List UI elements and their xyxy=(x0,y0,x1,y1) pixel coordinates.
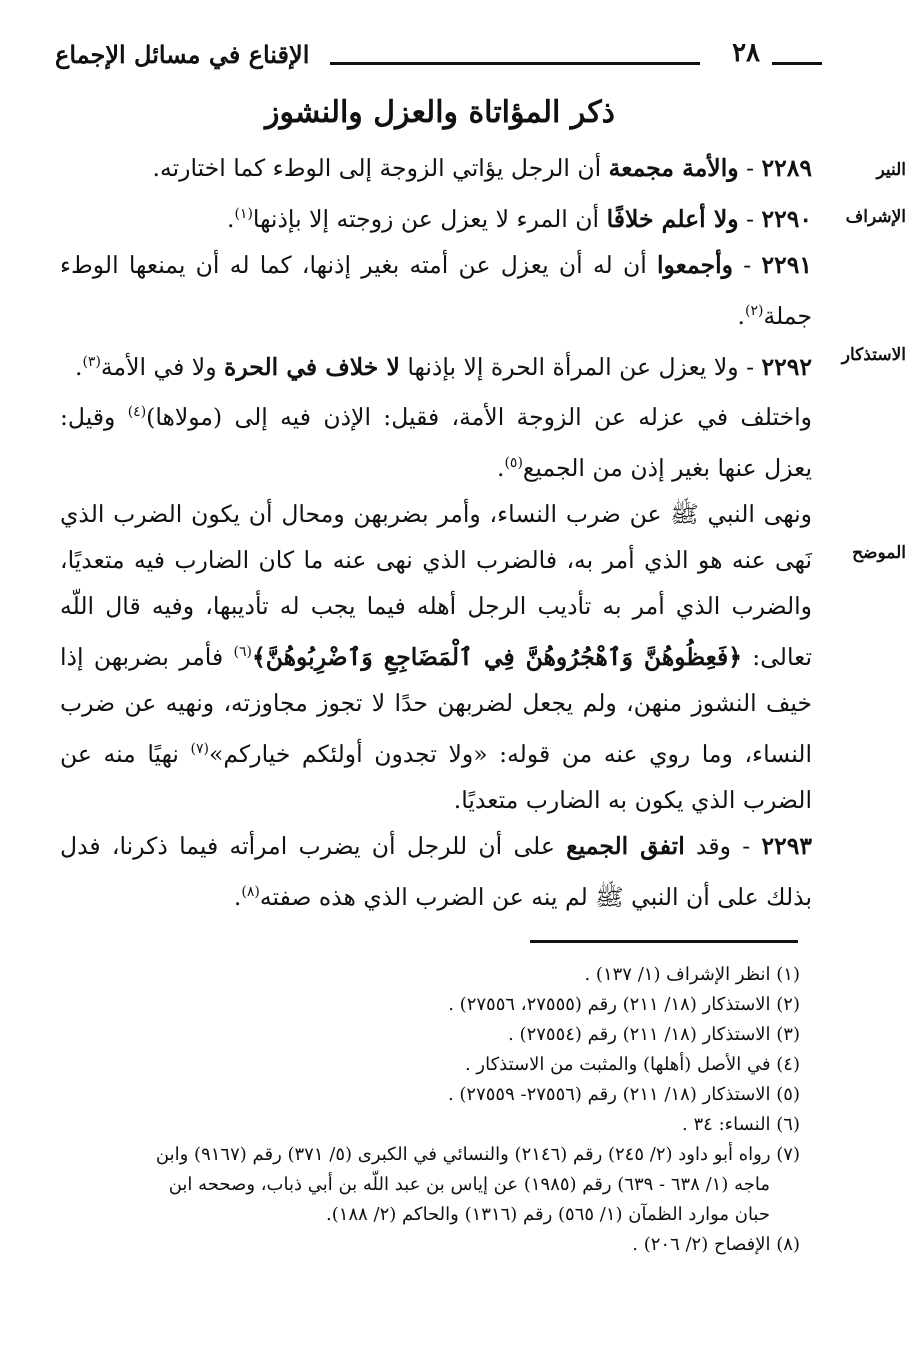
quran-verse: ﴿فَعِظُوهُنَّ وَٱهْجُرُوهُنَّ فِي ٱلْمَضَاجِعِ وَٱضْرِبُوهُنَّ﴾ xyxy=(251,642,742,671)
main-text xyxy=(60,145,812,920)
footnote-ref: (٨) xyxy=(241,883,260,900)
footnote-ref: (١) xyxy=(234,206,253,222)
paragraph-text: أن له أن يعزل عن أمته بغير إذنها، كما له أن يمنعها الوطء جملة xyxy=(60,250,812,330)
paragraph-text: ولا في الأمة xyxy=(100,352,217,381)
footnote-4: (٤) في الأصل (أهلها) والمثبت من الاستذكار . xyxy=(464,1054,800,1075)
issue-number: ٢٢٩٣ xyxy=(761,831,812,860)
footnote-ref: (٦) xyxy=(233,644,252,661)
footnote-6: (٦) النساء: ٣٤ . xyxy=(682,1114,800,1135)
key-phrase: وأجمعوا xyxy=(657,250,734,279)
page-number: ٢٨ xyxy=(732,38,760,68)
footnote-separator xyxy=(530,940,798,943)
header-rule-middle xyxy=(330,62,700,65)
key-phrase: اتفق الجميع xyxy=(566,831,685,860)
key-phrase: لا خلاف في الحرة xyxy=(224,352,400,381)
footnote-ref: (٢) xyxy=(745,302,764,319)
margin-label-mudih: الموضح xyxy=(852,543,906,563)
issue-number: ٢٢٨٩ xyxy=(761,154,812,182)
footnote-7-continued: ماجه (١/ ٦٣٨ - ٦٣٩) رقم (١٩٨٥) عن إياس بن عبد اللّه بن أبي ذباب، وصححه ابن xyxy=(168,1174,770,1195)
footnote-2: (٢) الاستذكار (١٨/ ٢١١) رقم (٢٧٥٥٥، ٢٧٥٥٦) . xyxy=(448,994,800,1015)
paragraph-text: أن الرجل يؤاتي الزوجة إلى الوطء كما اختارته. xyxy=(152,154,602,182)
margin-label-istidhkar: الاستذكار xyxy=(841,345,906,365)
footnote-ref: (٤) xyxy=(127,404,147,421)
margin-label-nayyir: النير xyxy=(876,160,906,180)
key-phrase: ولا أعلم خلافًا xyxy=(606,204,739,233)
book-title: الإقناع في مسائل الإجماع xyxy=(55,40,310,69)
footnote-8: (٨) الإفصاح (٢/ ٢٠٦) . xyxy=(632,1234,800,1255)
paragraph-nahy xyxy=(60,491,812,823)
running-header xyxy=(40,38,830,78)
footnote-ref: (٥) xyxy=(504,455,523,472)
paragraph-2292: ٢٢٩٢ - ولا يعزل عن المرأة الحرة إلا بإذنها لا خلاف في الحرة ولا في الأمة$^{(٣)}$. xyxy=(74,352,812,381)
paragraph-2291: ٢٢٩١ - وأجمعوا أن له أن يعزل عن أمته بغير إذنها، كما له أن يمنعها الوطء جملة$^{(٢)}$. xyxy=(60,250,812,330)
paragraph-2290: ٢٢٩٠ - ولا أعلم خلافًا أن المرء لا يعزل عن زوجته إلا بإذنها$^{(١)}$. xyxy=(226,204,812,233)
footnote-ref: (٧) xyxy=(190,740,210,757)
issue-number: ٢٢٩٠ xyxy=(761,204,812,233)
margin-label-ishraf: الإشراف xyxy=(845,207,906,227)
paragraph-text: وقيل: يعزل عنها بغير إذن من الجميع xyxy=(60,403,812,483)
paragraph-2293: ٢٢٩٣ - وقد اتفق الجميع على أن للرجل أن يضرب امرأته فيما ذكرنا، فدل بذلك على أن النبي ﷺ لم ينه عن الضرب الذي هذه صفته$^{(٨)}$. xyxy=(60,831,812,911)
paragraph-text: ولا يعزل عن المرأة الحرة إلا بإذنها xyxy=(407,352,739,381)
paragraph-text: وقد xyxy=(696,831,731,860)
paragraph-ikhtilaf: واختلف في عزله عن الزوجة الأمة، فقيل: الإذن فيه إلى (مولاها)$^{(٤)}$ وقيل: يعزل عنها بغير إذن من الجميع$^{(٥)}$. xyxy=(60,403,812,483)
issue-number: ٢٢٩٢ xyxy=(761,352,812,381)
header-rule-right xyxy=(772,62,822,65)
footnote-1: (١) انظر الإشراف (١/ ١٣٧) . xyxy=(584,964,800,985)
issue-number: ٢٢٩١ xyxy=(761,250,812,279)
paragraph-text: ونهى النبي ﷺ عن ضرب النساء، وأمر بضربهن ومحال أن يكون الضرب الذي نَهى عنه هو الذي أمر به، فالضرب الذي نهى عنه ما كان الضارب فيه متعديًا، والضرب الذي أمر به تأديب الرجل أهله فيما يجب له تأديبها، وفيه قال اللّه تعالى: xyxy=(60,500,812,671)
paragraph-text: على أن للرجل أن يضرب امرأته فيما ذكرنا، فدل بذلك على أن النبي ﷺ لم ينه عن الضرب الذي هذه صفته xyxy=(60,831,812,911)
footnote-ref: (٣) xyxy=(82,353,101,370)
footnotes xyxy=(45,960,800,1260)
footnote-7: (٧) رواه أبو داود (٢/ ٢٤٥) رقم (٢١٤٦) والنسائي في الكبرى (٥/ ٣٧١) رقم (٩١٦٧) وابن xyxy=(155,1144,800,1165)
paragraph-text: واختلف في عزله عن الزوجة الأمة، فقيل: الإذن فيه إلى (مولاها) xyxy=(146,403,812,432)
key-phrase: والأمة مجمعة xyxy=(608,154,739,182)
section-title: ذكر المؤاتاة والعزل والنشوز xyxy=(265,95,615,130)
footnote-5: (٥) الاستذكار (١٨/ ٢١١) رقم (٢٧٥٥٦- ٢٧٥٥٩) . xyxy=(447,1084,800,1105)
paragraph-text: فأمر بضربهن إذا خيف النشوز منهن، ولم يجعل لضربهن حدًا لا تجوز مجاوزته، ونهيه عن ضرب النساء، وما روي عنه من قوله: «ولا تجدون أولئكم خياركم» xyxy=(60,642,812,768)
footnote-7-continued: حبان موارد الظمآن (١/ ٥٦٥) رقم (١٣١٦) والحاكم (٢/ ١٨٨). xyxy=(326,1204,770,1225)
paragraph-text: أن المرء لا يعزل عن زوجته إلا بإذنها xyxy=(252,204,600,233)
paragraph-text: نهيًا منه عن الضرب الذي يكون به الضارب متعديًا. xyxy=(60,739,812,814)
footnote-3: (٣) الاستذكار (١٨/ ٢١١) رقم (٢٧٥٥٤) . xyxy=(508,1024,800,1045)
paragraph-2289: ٢٢٨٩ - والأمة مجمعة أن الرجل يؤاتي الزوجة إلى الوطء كما اختارته. xyxy=(152,154,812,182)
